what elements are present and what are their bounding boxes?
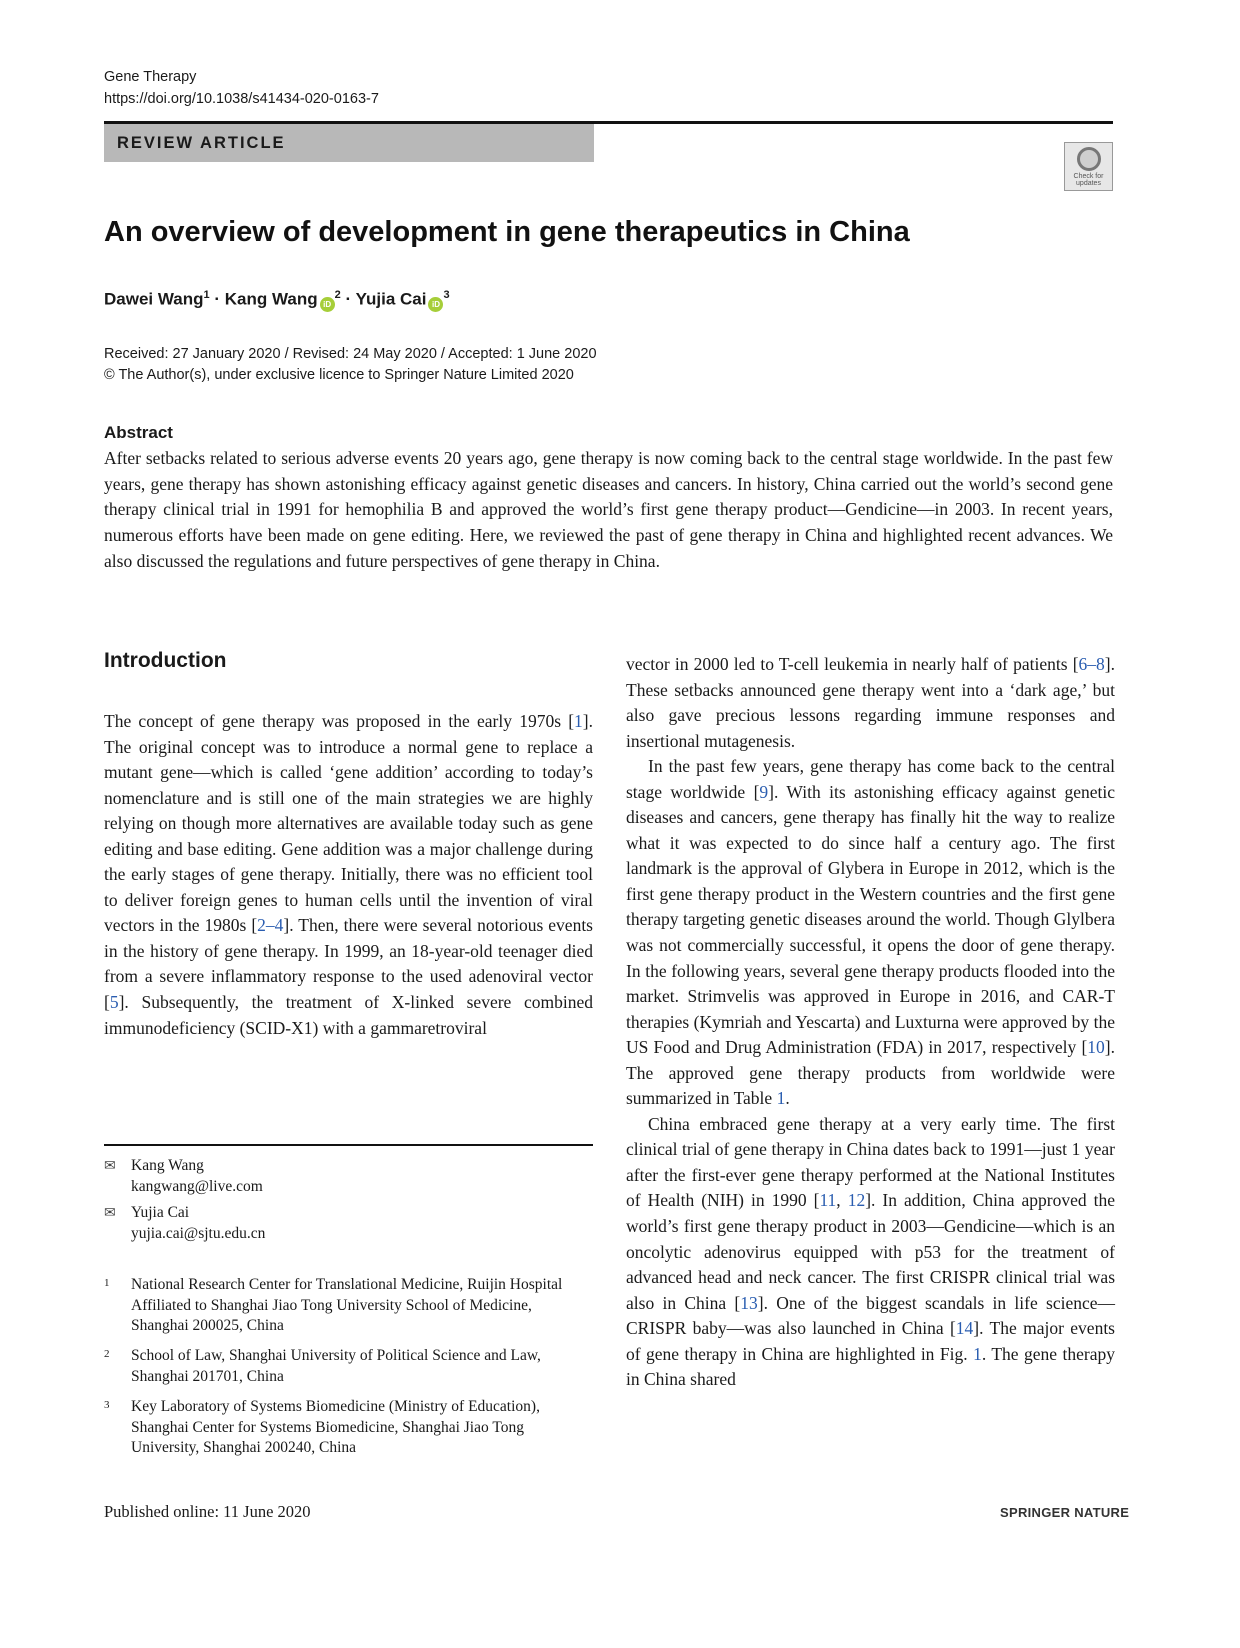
article-type-banner: REVIEW ARTICLE	[104, 124, 594, 162]
orcid-icon[interactable]: iD	[428, 297, 443, 312]
affiliation-text: School of Law, Shanghai University of Political Science and Law, Shanghai 201701, China	[131, 1347, 541, 1385]
affiliation-text: National Research Center for Translational Medicine, Ruijin Hospital Affiliated to Shanghai Jiao Tong University School of Medicine, Shanghai 200025, China	[131, 1276, 563, 1334]
figure-link[interactable]: 1	[973, 1343, 982, 1364]
contact-email[interactable]: kangwang@live.com	[131, 1178, 263, 1195]
text-run: ]. One of the biggest scandals in life science—CRISPR baby—was also launched in China [	[626, 1292, 1115, 1339]
article-dates: Received: 27 January 2020 / Revised: 24 May 2020 / Accepted: 1 June 2020	[104, 346, 597, 362]
author-affiliation-mark: 3	[443, 289, 450, 301]
text-run: In the past few years, gene therapy has come back to the central stage worldwide [	[626, 756, 1115, 802]
right-column	[626, 652, 1115, 1393]
affiliation-number: 1	[104, 1277, 110, 1289]
citation-link[interactable]: 6–8	[1078, 654, 1105, 674]
author-affiliation-mark: 1	[203, 289, 210, 301]
citation-link[interactable]: 11	[819, 1190, 837, 1211]
contact-name: Yujia Cai	[131, 1204, 190, 1221]
author-affiliation-mark: 2	[334, 289, 341, 301]
publisher-logo: SPRINGER NATURE	[1000, 1505, 1130, 1520]
text-run: ]. The major events of gene therapy in China are highlighted in Fig.	[626, 1318, 1115, 1364]
corresponding-author	[104, 1203, 265, 1244]
text-run: .	[785, 1088, 790, 1109]
published-date: Published online: 11 June 2020	[104, 1502, 311, 1521]
check-for-updates-button[interactable]	[1064, 142, 1113, 191]
citation-link[interactable]: 13	[740, 1292, 758, 1313]
envelope-icon: ✉	[104, 1206, 116, 1221]
citation-link[interactable]: 10	[1087, 1037, 1105, 1058]
journal-name: Gene Therapy	[104, 69, 197, 85]
doi-link[interactable]: https://doi.org/10.1038/s41434-020-0163-7	[104, 91, 379, 107]
text-run: ]. The approved gene therapy products from worldwide were summarized in Table	[626, 1037, 1115, 1109]
author-name[interactable]: Yujia Cai	[355, 289, 427, 309]
citation-link[interactable]: 2–4	[257, 915, 284, 936]
citation-link[interactable]: 14	[955, 1318, 974, 1339]
text-run: ]. These setbacks announced gene therapy went into a ‘dark age,’ but also gave precious lessons regarding immune responses and insertional mutagenesis.	[626, 654, 1115, 751]
contact-name: Kang Wang	[131, 1157, 204, 1174]
affiliation	[104, 1275, 593, 1337]
affiliation-number: 3	[104, 1399, 110, 1411]
body-paragraph	[626, 1112, 1115, 1393]
body-paragraph	[104, 709, 593, 1041]
text-run: China embraced gene therapy at a very early time. The first clinical trial of gene therapy in China dates back to 1991—just 1 year after the first-ever gene therapy performed at the National Institutes of Health (NIH) in 1990 [	[626, 1113, 1115, 1211]
text-run: vector in 2000 led to T-cell leukemia in nearly half of patients [	[626, 654, 1079, 674]
text-run: ,	[836, 1190, 848, 1211]
copyright-line: © The Author(s), under exclusive licence to Springer Nature Limited 2020	[104, 367, 574, 383]
table-link[interactable]: 1	[776, 1088, 786, 1109]
affiliation	[104, 1346, 593, 1387]
body-paragraph	[626, 652, 1115, 754]
corresponding-author	[104, 1156, 263, 1197]
crossmark-icon	[1077, 147, 1101, 171]
citation-link[interactable]: 12	[847, 1190, 866, 1211]
author-name[interactable]: Dawei Wang	[104, 289, 204, 309]
citation-link[interactable]: 5	[109, 992, 119, 1013]
abstract-heading: Abstract	[104, 423, 173, 442]
body-paragraph	[626, 754, 1115, 1112]
text-run: ]. In addition, China approved the world’s first gene therapy product in 2003—Gendicine—which is an oncolytic adenovirus equipped with p53 for the treatment of advanced head and neck cancer. The first CRISPR clinical trial was also in China [	[626, 1190, 1115, 1313]
left-column	[104, 709, 593, 1041]
author-separator: ·	[345, 289, 352, 309]
text-run: ]. Subsequently, the treatment of X-linked severe combined immunodeficiency (SCID-X1) with a gammaretroviral	[104, 992, 593, 1038]
footnote-rule	[104, 1144, 593, 1146]
citation-link[interactable]: 1	[574, 711, 583, 731]
text-run: ]. The original concept was to introduce a normal gene to replace a mutant gene—which is called ‘gene addition’ according to today’s nomenclature and is still one of the main strategies we are highly relying on though more alternatives are available today such as gene editing and base editing. Gene addition was a major challenge during the early stages of gene therapy. Initially, there was no efficient tool to deliver foreign genes to human cells until the invention of viral vectors in the 1980s [	[104, 711, 593, 936]
author-list	[104, 283, 450, 312]
author-separator: ·	[214, 289, 221, 309]
author-name[interactable]: Kang Wang	[224, 289, 318, 309]
orcid-icon[interactable]: iD	[320, 297, 335, 312]
citation-link[interactable]: 9	[759, 781, 769, 802]
affiliation-number: 2	[104, 1348, 110, 1360]
affiliation	[104, 1397, 593, 1459]
check-updates-label: Check for updates	[1073, 173, 1104, 187]
affiliation-text: Key Laboratory of Systems Biomedicine (Ministry of Education), Shanghai Center for Systems Biomedicine, Shanghai Jiao Tong University, Shanghai 200240, China	[131, 1398, 540, 1456]
journal-header	[104, 66, 379, 110]
article-history	[104, 344, 597, 386]
contact-email[interactable]: yujia.cai@sjtu.edu.cn	[131, 1225, 266, 1242]
text-run: . The gene therapy in China shared	[626, 1343, 1115, 1390]
text-run: ]. Then, there were several notorious events in the history of gene therapy. In 1999, an 18-year-old teenager died from a severe inflammatory response to the used adenoviral vector [	[104, 915, 593, 1013]
article-title: An overview of development in gene therapeutics in China	[104, 216, 910, 248]
text-run: ]. With its astonishing efficacy against genetic diseases and cancers, gene therapy has finally hit the way to realize what it was expected to do since half a century ago. The first landmark is the approval of Glybera in Europe in 2012, which is the first gene therapy product in the Western countries and the first gene therapy targeting genetic diseases around the world. Though Glylbera was not commercially successful, it opens the door of gene therapy. In the following years, several gene therapy products flooded into the market. Strimvelis was approved in Europe in 2016, and CAR-T therapies (Kymriah and Yescarta) and Luxturna were approved by the US Food and Drug Administration (FDA) in 2017, respectively [	[626, 781, 1115, 1058]
introduction-heading: Introduction	[104, 649, 227, 672]
abstract-text: After setbacks related to serious adverse events 20 years ago, gene therapy is now coming back to the central stage worldwide. In the past few years, gene therapy has shown astonishing efficacy against genetic diseases and cancers. In history, China carried out the world’s second gene therapy clinical trial in 1991 for hemophilia B and approved the world’s first gene therapy product—Gendicine—in 2003. In recent years, numerous efforts have been made on gene editing. Here, we reviewed the past of gene therapy in China and highlighted recent advances. We also discussed the regulations and future perspectives of gene therapy in China.	[104, 448, 1113, 571]
envelope-icon: ✉	[104, 1159, 116, 1174]
text-run: The concept of gene therapy was proposed in the early 1970s [	[104, 711, 575, 731]
